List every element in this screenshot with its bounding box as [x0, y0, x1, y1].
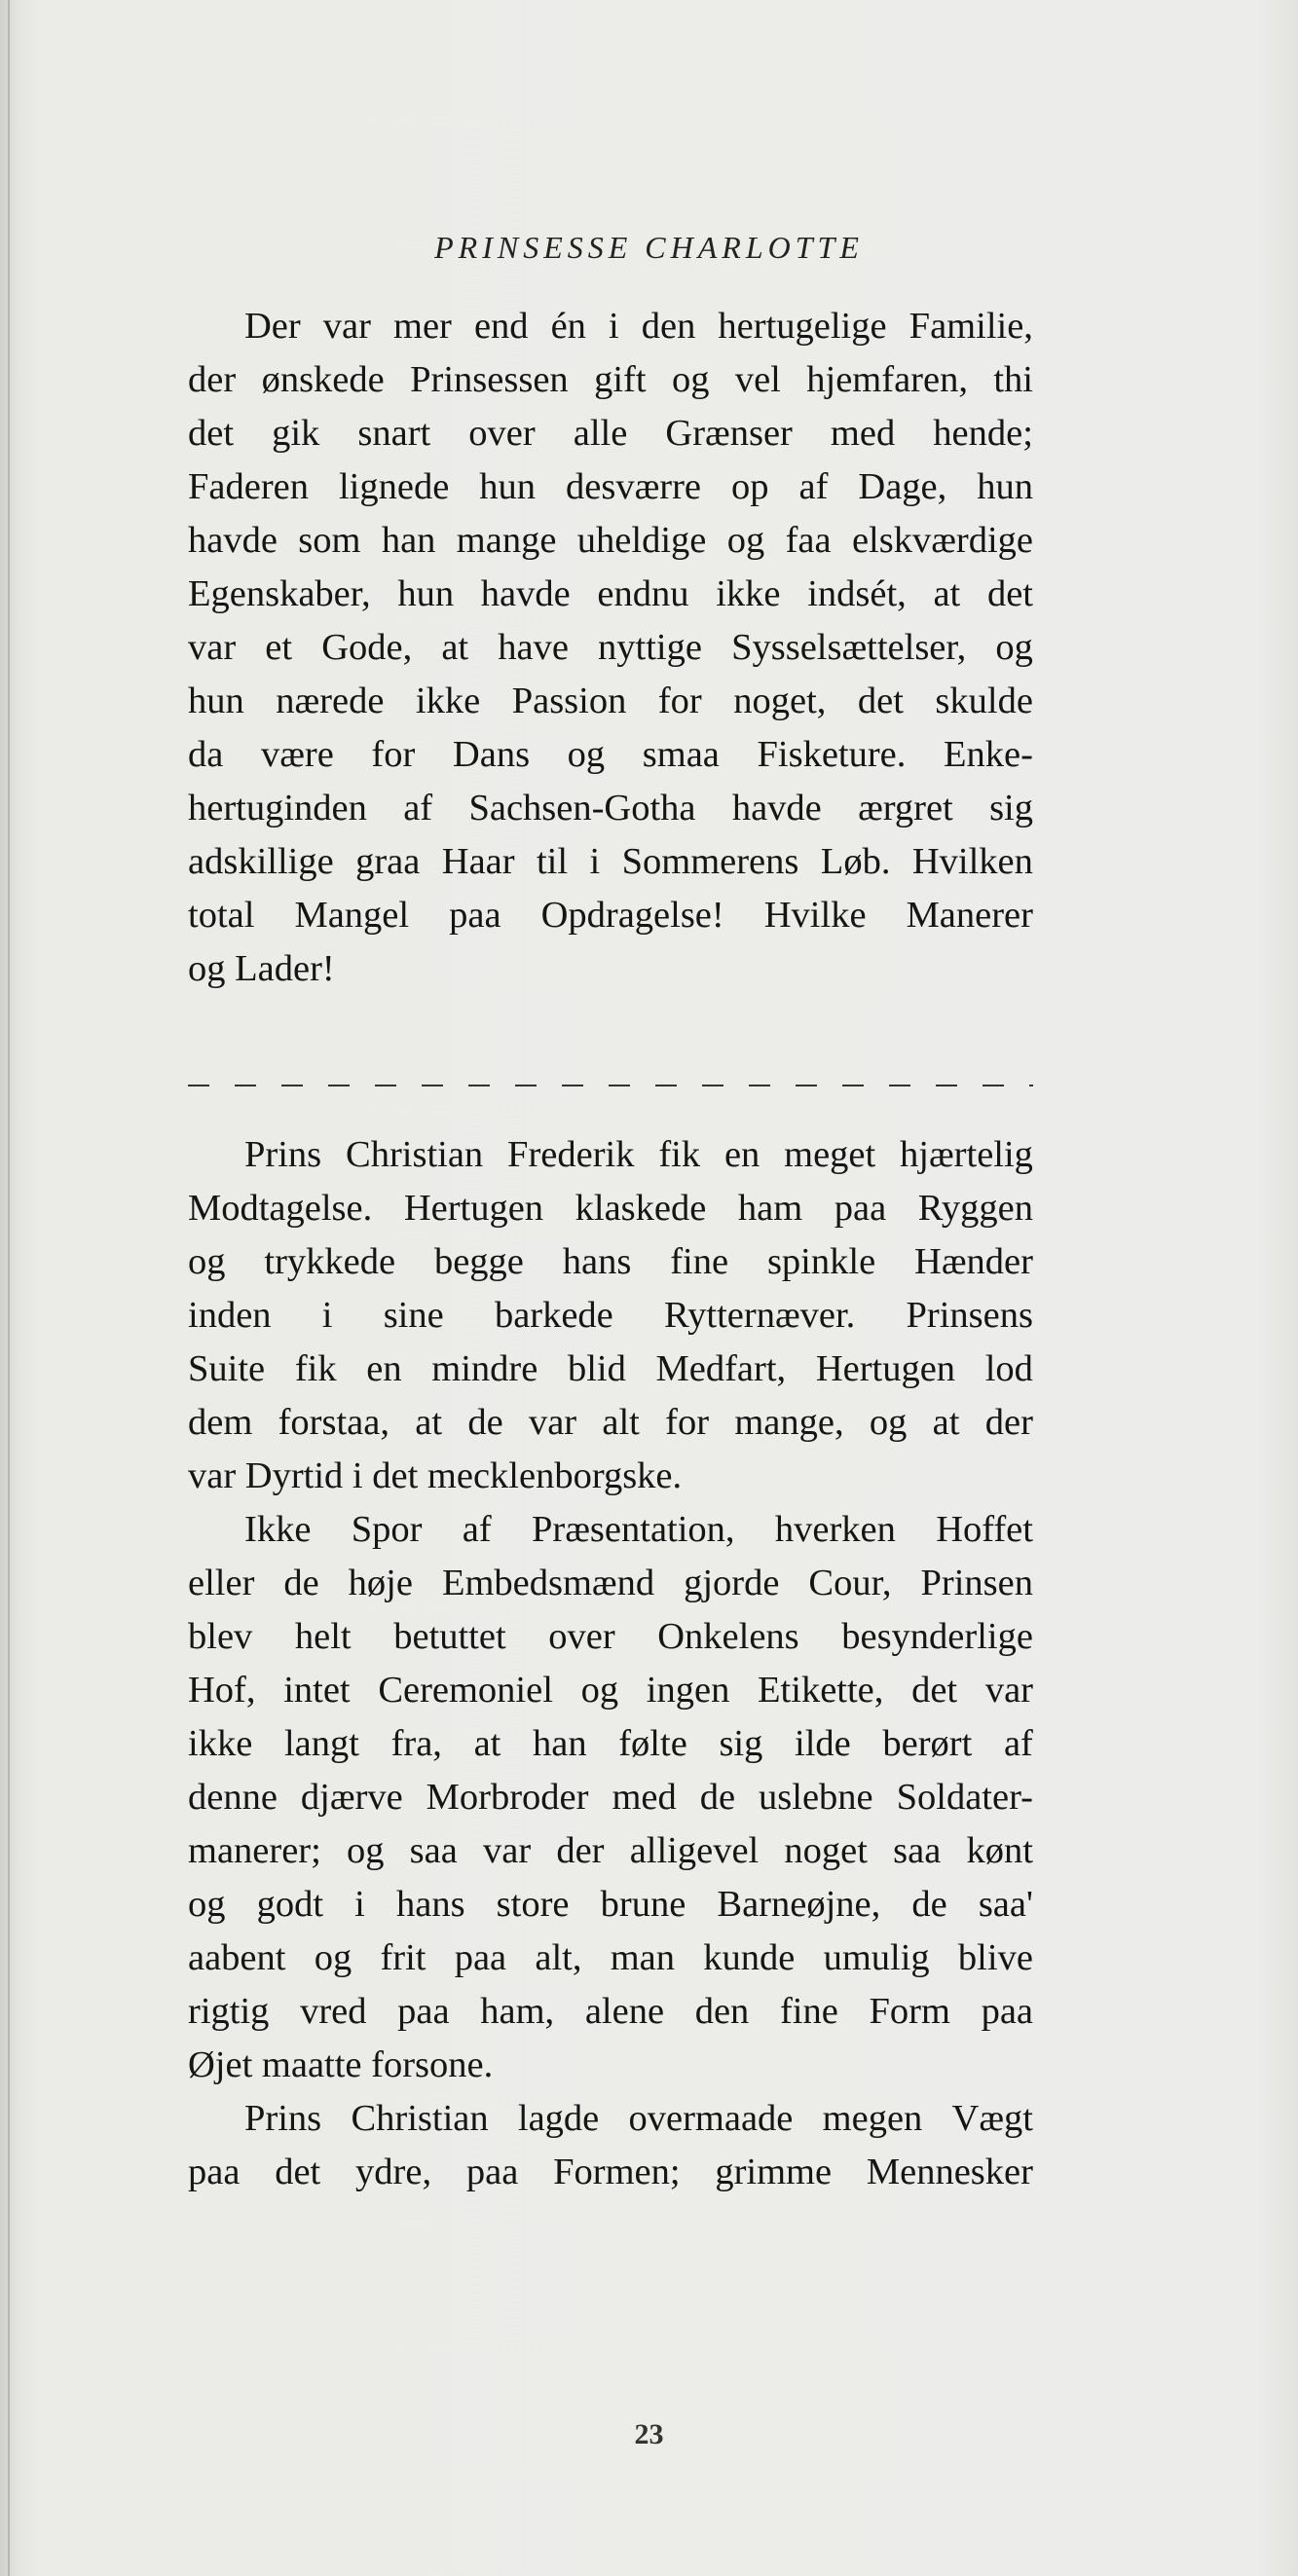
- text-line: eller de høje Embedsmænd gjorde Cour, Prinsen: [188, 1563, 1033, 1603]
- text-line: og trykkede begge hans fine spinkle Hænder: [188, 1241, 1033, 1282]
- text-line: adskillige graa Haar til i Sommerens Løb. Hvilken: [188, 841, 1033, 882]
- text-line: Prins Christian Frederik fik en meget hjærtelig: [244, 1134, 1033, 1175]
- text-line: der ønskede Prinsessen gift og vel hjemfaren, thi: [188, 359, 1033, 400]
- text-line: Faderen lignede hun desværre op af Dage, hun: [188, 466, 1033, 507]
- text-line: aabent og frit paa alt, man kunde umulig blive: [188, 1937, 1033, 1978]
- text-line: Modtagelse. Hertugen klaskede ham paa Ryggen: [188, 1188, 1033, 1229]
- text-line: og godt i hans store brune Barneøjne, de saa': [188, 1884, 1033, 1925]
- text-line: denne djærve Morbroder med de uslebne Soldater-: [188, 1777, 1033, 1818]
- text-line: ikke langt fra, at han følte sig ilde berørt af: [188, 1723, 1033, 1764]
- text-line: hun nærede ikke Passion for noget, det skulde: [188, 681, 1033, 721]
- page-number: 23: [634, 2418, 664, 2450]
- dashed-divider: [188, 1084, 1033, 1087]
- text-line: var et Gode, at have nyttige Sysselsættelser, og: [188, 627, 1033, 668]
- text-line: og Lader!: [188, 948, 335, 989]
- text-line: Prins Christian lagde overmaade megen Vægt: [244, 2098, 1033, 2139]
- text-line: Der var mer end én i den hertugelige Familie,: [244, 306, 1033, 347]
- text-line: Suite fik en mindre blid Medfart, Hertugen lod: [188, 1348, 1033, 1389]
- text-line: dem forstaa, at de var alt for mange, og at der: [188, 1402, 1033, 1443]
- text-line: hertuginden af Sachsen-Gotha havde ærgret sig: [188, 788, 1033, 828]
- paragraph-1: [188, 300, 1033, 996]
- text-line: paa det ydre, paa Formen; grimme Mennesker: [188, 2152, 1033, 2192]
- text-line: da være for Dans og smaa Fisketure. Enke-: [188, 734, 1033, 775]
- text-line: blev helt betuttet over Onkelens besynderlige: [188, 1616, 1033, 1657]
- text-line: inden i sine barkede Rytternæver. Prinsens: [188, 1295, 1033, 1336]
- text-line: Ikke Spor af Præsentation, hverken Hoffet: [244, 1509, 1033, 1550]
- text-line: Hof, intet Ceremoniel og ingen Etikette, det var: [188, 1670, 1033, 1711]
- paragraph-3: [188, 1503, 1033, 2092]
- text-line: det gik snart over alle Grænser med hende;: [188, 413, 1033, 454]
- running-head: PRINSESSE CHARLOTTE: [434, 230, 864, 265]
- text-line: Øjet maatte forsone.: [188, 2044, 494, 2085]
- paragraph-4: [188, 2092, 1033, 2199]
- text-line: total Mangel paa Opdragelse! Hvilke Manerer: [188, 895, 1033, 936]
- text-line: manerer; og saa var der alligevel noget saa kønt: [188, 1830, 1033, 1871]
- text-line: havde som han mange uheldige og faa elskværdige: [188, 520, 1033, 561]
- page-edge: [8, 0, 10, 2576]
- text-line: Egenskaber, hun havde endnu ikke indsét, at det: [188, 573, 1033, 614]
- paragraph-2: [188, 1128, 1033, 1503]
- text-line: var Dyrtid i det mecklenborgske.: [188, 1455, 683, 1496]
- text-line: rigtig vred paa ham, alene den fine Form paa: [188, 1991, 1033, 2032]
